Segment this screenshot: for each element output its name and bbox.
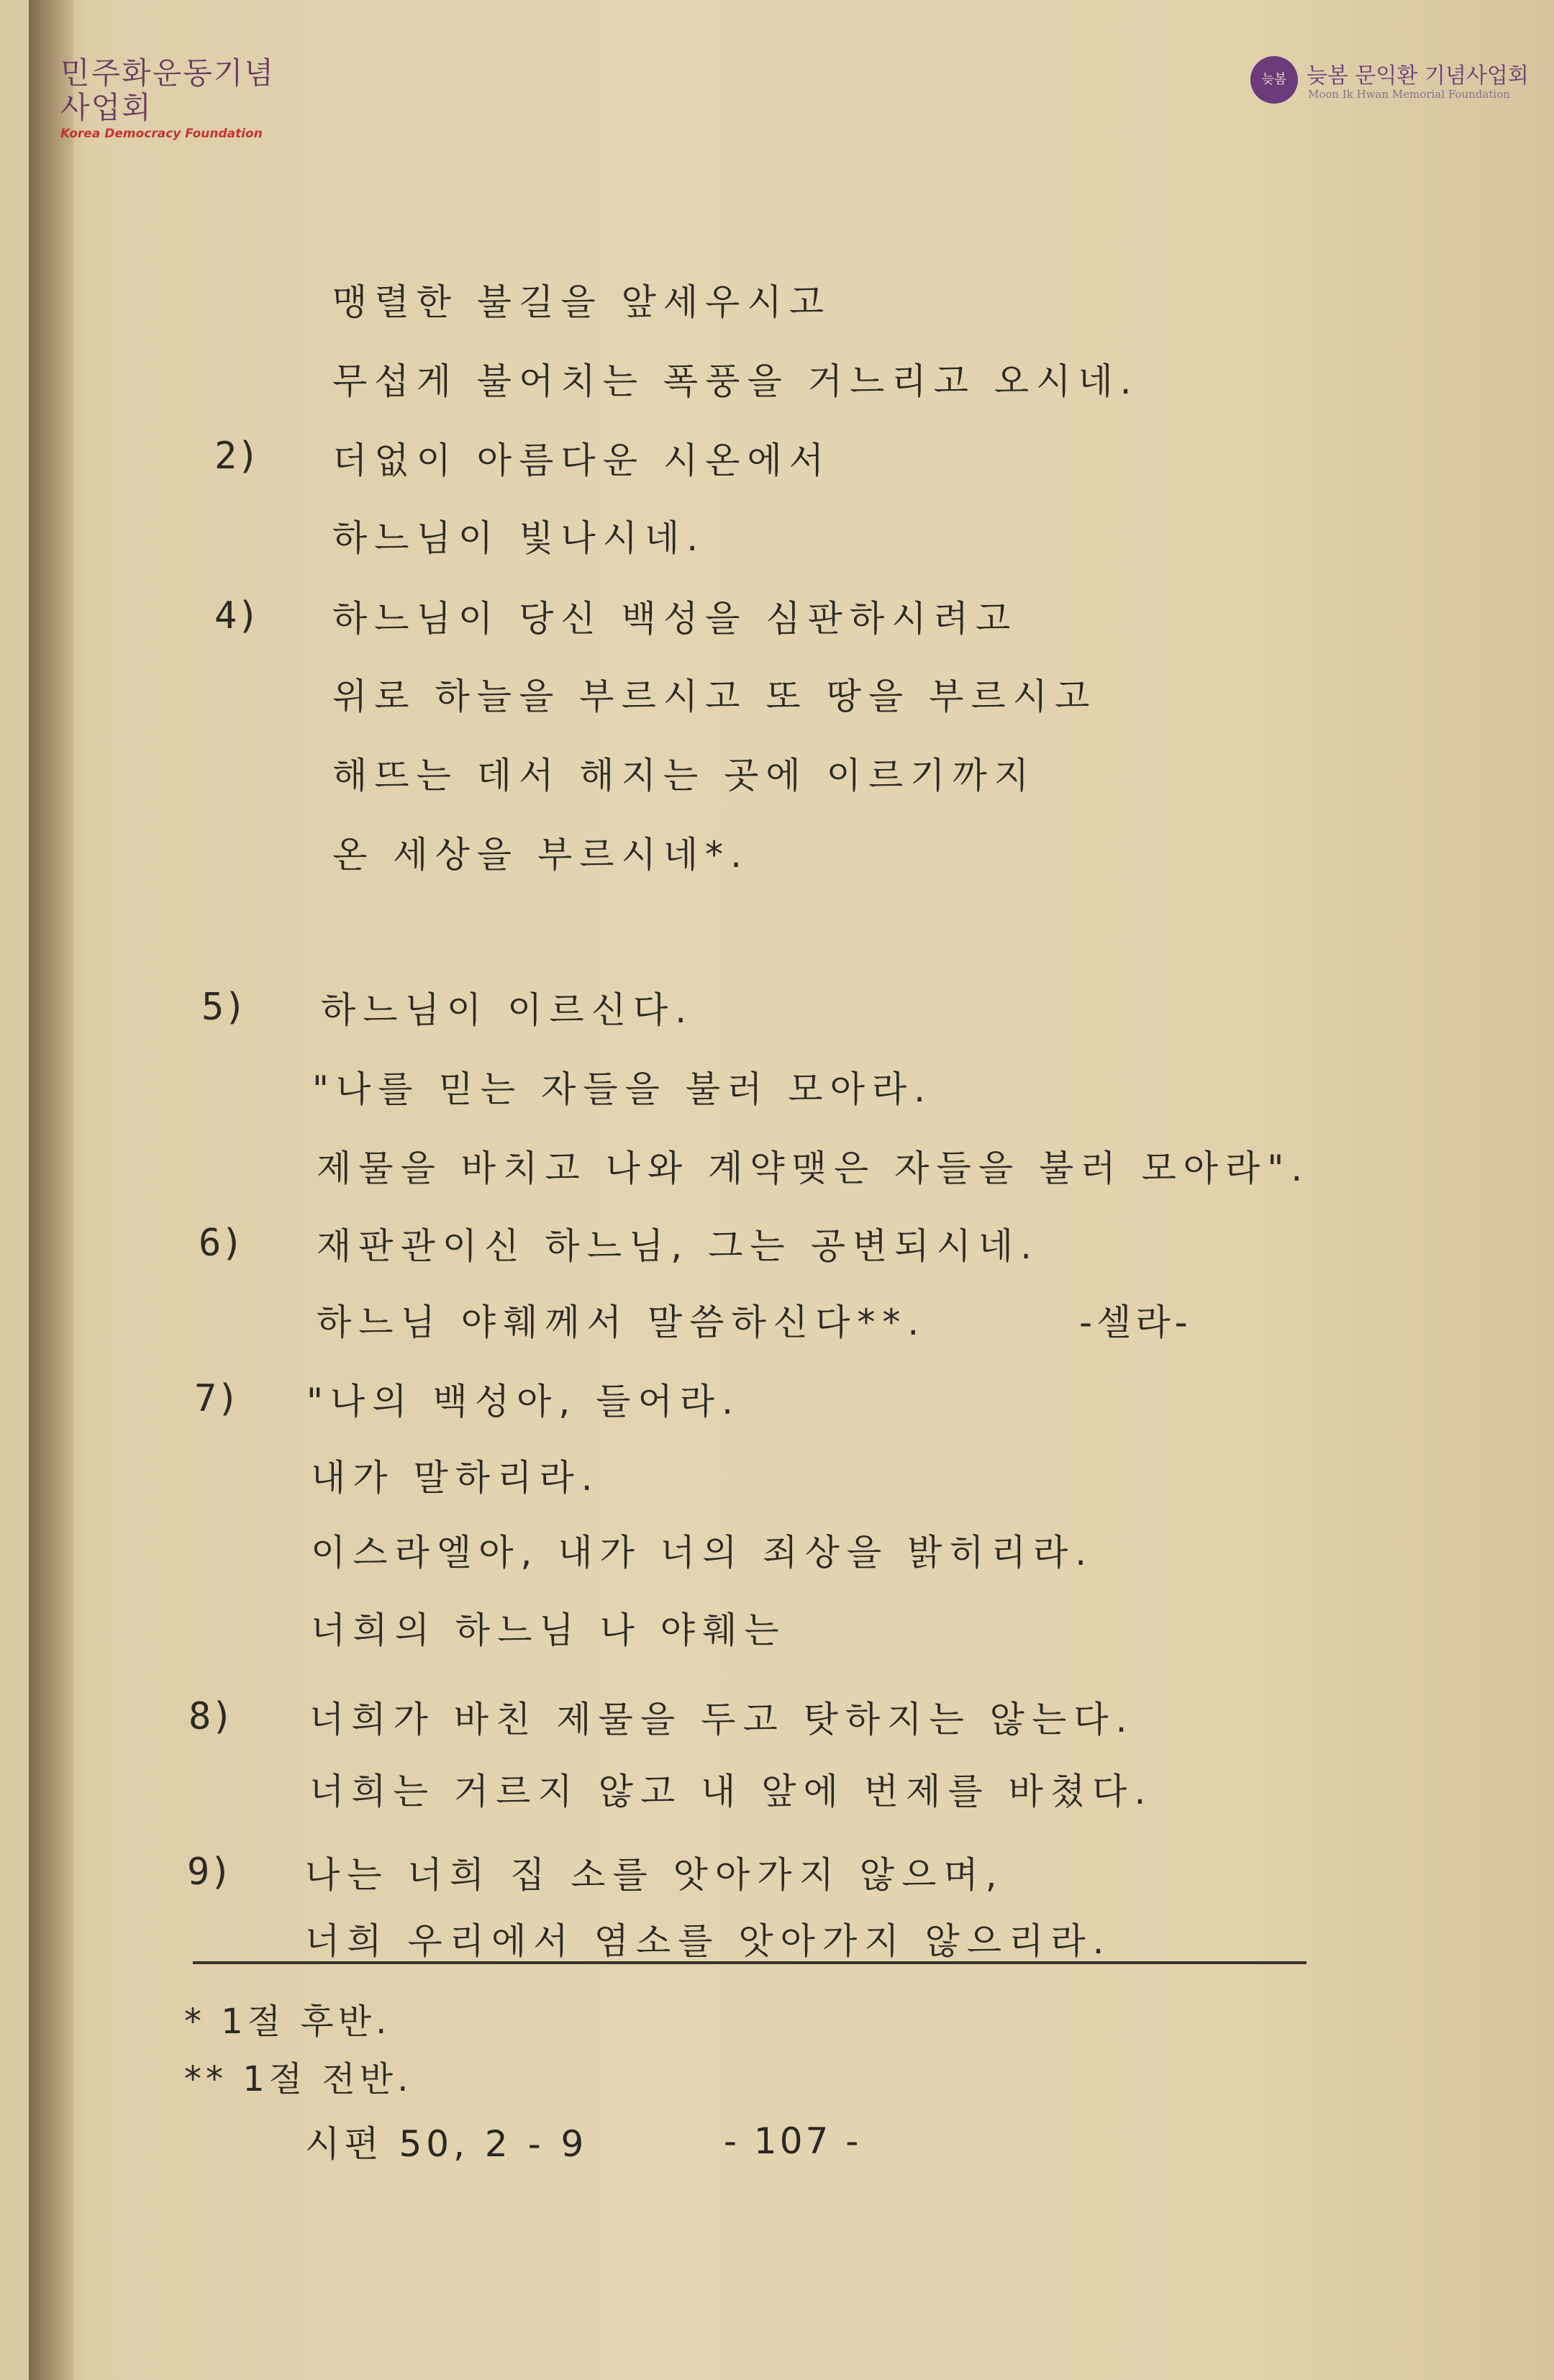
verse-line: 너희가 바친 제물을 두고 탓하지는 않는다. xyxy=(309,1699,1135,1740)
scripture-reference: 시편 50, 2 - 9 xyxy=(305,2123,589,2165)
verse-line: "나의 백성아, 들어라. xyxy=(306,1381,740,1422)
verse-number: 9) xyxy=(187,1850,232,1894)
right-logo-korean: 늦봄 문익환 기념사업회 xyxy=(1307,63,1529,88)
verse-line: "나를 믿는 자들을 불러 모아라. xyxy=(312,1068,933,1110)
verse-number: 5) xyxy=(201,986,247,1029)
footnote-divider xyxy=(193,1961,1307,1964)
verse-line: 너희 우리에서 염소를 앗아가지 않으리라. xyxy=(305,1920,1112,1962)
verse-line: 온 세상을 부르시네*. xyxy=(332,834,750,876)
verse-line: 더없이 아름다운 시온에서 xyxy=(332,440,832,481)
verse-line: 하느님이 이르신다. xyxy=(321,989,694,1031)
verse-line: 너희는 거르지 않고 내 앞에 번제를 바쳤다. xyxy=(309,1771,1153,1812)
verse-number: 7) xyxy=(194,1377,240,1420)
verse-line: 위로 하늘을 부르시고 또 땅을 부르시고 xyxy=(332,676,1097,717)
right-logo-english: Moon Ik Hwan Memorial Foundation xyxy=(1308,88,1510,101)
korea-democracy-foundation-logo xyxy=(60,56,298,141)
verse-number: 4) xyxy=(214,594,260,637)
verse-line: 내가 말하리라. xyxy=(311,1457,600,1499)
verse-number: 6) xyxy=(199,1222,244,1265)
verse-line: 하느님이 당신 백성을 심판하시려고 xyxy=(332,598,1018,640)
verse-line: 무섭게 불어치는 폭풍을 거느리고 오시네. xyxy=(332,360,1139,402)
footnote-2: ** 1절 전반. xyxy=(184,2059,413,2099)
left-logo-english: Korea Democracy Foundation xyxy=(60,127,263,141)
verse-line: 이스라엘아, 내가 너의 죄상을 밝히리라. xyxy=(311,1532,1094,1573)
left-logo-korean: 민주화운동기념사업회 xyxy=(60,55,276,125)
verse-line: 재판관이신 하느님, 그는 공변되시네. xyxy=(317,1225,1039,1267)
verse-line: 해뜨는 데서 해지는 곳에 이르기까지 xyxy=(332,755,1037,796)
verse-line: 하느님 야훼께서 말씀하신다**. xyxy=(317,1302,927,1343)
moon-ik-hwan-foundation-logo xyxy=(1250,56,1529,111)
page-number: - 107 - xyxy=(724,2120,862,2162)
foundation-emblem-icon: 늦봄 xyxy=(1250,56,1298,104)
verse-number: 8) xyxy=(188,1695,234,1738)
verse-line: 하느님이 빛나시네. xyxy=(332,517,706,559)
book-spine-shadow xyxy=(29,0,73,2380)
verse-line: 맹렬한 불길을 앞세우시고 xyxy=(332,281,832,323)
verse-number: 2) xyxy=(214,435,260,478)
verse-line: 너희의 하느님 나 야훼는 xyxy=(311,1609,786,1651)
selah-marker: -셀라- xyxy=(1079,1302,1192,1343)
verse-line: 제물을 바치고 나와 계약맺은 자들을 불러 모아라". xyxy=(317,1148,1310,1189)
verse-line: 나는 너희 집 소를 앗아가지 않으며, xyxy=(305,1854,1004,1896)
footnote-1: * 1절 후반. xyxy=(184,2002,391,2042)
